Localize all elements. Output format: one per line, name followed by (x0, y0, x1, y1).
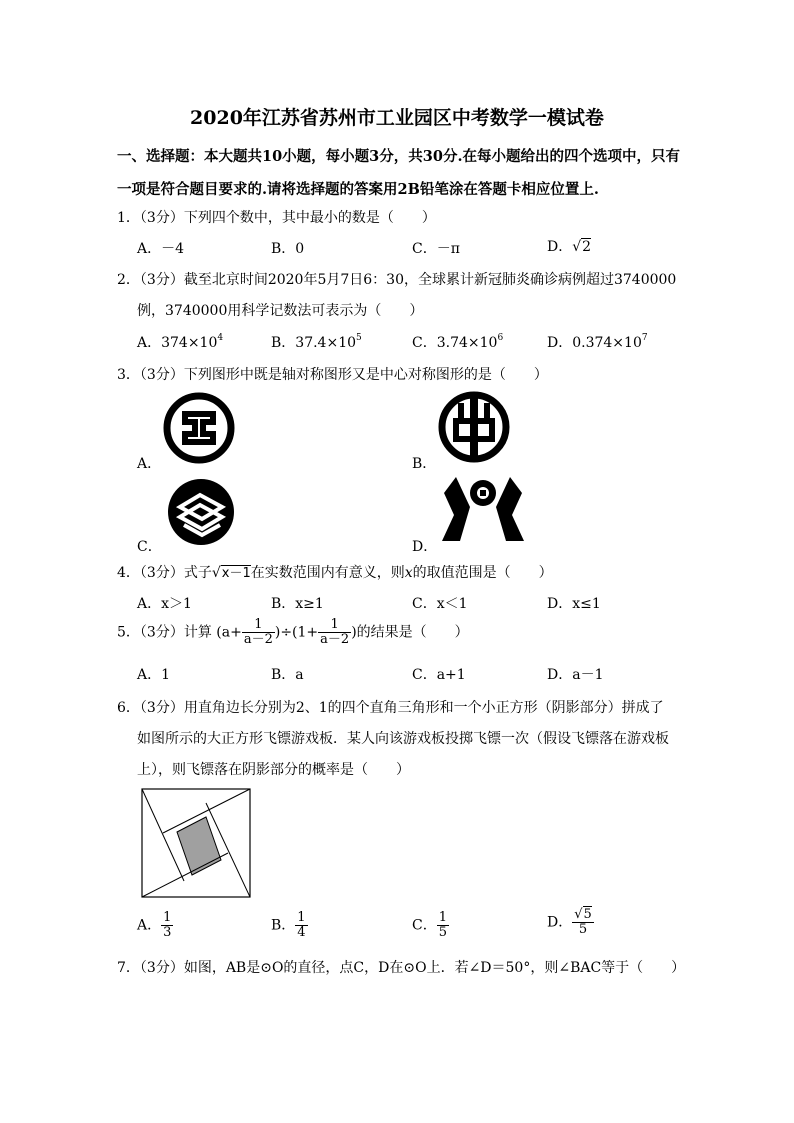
q3-option-a: A． (137, 456, 162, 472)
q5-stem: 5．（3分）计算 (a+ $\frac{1}{a-2}$ )÷(1+ $\frac{1}{a-2}$ )的结果是（ ） (117, 617, 469, 647)
q6-option-d: D． $\frac{√5}{5}$ (547, 907, 592, 937)
q7-stem: 7．（3分）如图，AB是⊙O的直径，点C，D在⊙O上．若∠D＝50°，则∠BAC等于（ ） (117, 960, 686, 976)
q3-option-c: C． (137, 539, 162, 555)
q1-stem: 1．（3分）下列四个数中，其中最小的数是（ ） (117, 210, 436, 226)
icbc-logo-icon (163, 392, 235, 464)
q2-option-a: A．$374\times 10^4$ (137, 333, 224, 351)
q2-option-c: C．$3.74\times 10^6$ (412, 333, 504, 351)
q5-option-b: B．a (271, 667, 304, 683)
q1-option-c: C．－π (412, 241, 460, 257)
q4-stem: 4．（3分）式子√x－1在实数范围内有意义，则x的取值范围是（ ） (117, 565, 553, 581)
q4-option-b: B．x≥1 (271, 596, 324, 612)
section-heading-line1: 一、选择题：本大题共10小题，每小题3分，共30分.在每小题给出的四个选项中，只有 (117, 148, 680, 165)
q6-option-b: B． $\frac{1}{4}$ (271, 910, 306, 940)
hands-coin-logo-icon (440, 471, 526, 543)
q4-option-c: C．x＜1 (412, 596, 468, 612)
page-title: 2020年江苏省苏州市工业园区中考数学一模试卷 (190, 107, 604, 129)
q6-option-c: C． $\frac{1}{5}$ (412, 910, 447, 940)
q1-option-b: B．0 (271, 241, 305, 257)
q2-stem-line1: 2．（3分）截至北京时间2020年5月7日6：30，全球累计新冠肺炎确诊病例超过3740000 (117, 272, 677, 288)
q1-option-d: D．√2 (547, 239, 592, 255)
china-mobile-logo-icon (166, 477, 236, 547)
q6-option-a: A． $\frac{1}{3}$ (137, 910, 172, 940)
q4-option-a: A．x＞1 (137, 596, 192, 612)
q3-stem: 3．（3分）下列图形中既是轴对称图形又是中心对称图形的是（ ） (117, 367, 548, 383)
q1-option-a: A．－4 (137, 241, 185, 257)
q6-stem-line1: 6．（3分）用直角边长分别为2、1的四个直角三角形和一个小正方形（阴影部分）拼成了 (117, 700, 664, 716)
q2-option-d: D．$0.374\times 10^7$ (547, 333, 648, 351)
q6-stem-line3: 上），则飞镖落在阴影部分的概率是（ ） (137, 762, 410, 778)
q3-option-b: B． (412, 456, 437, 472)
dartboard-figure (141, 788, 252, 898)
q2-option-b: B．$37.4\times 10^5$ (271, 333, 362, 351)
q5-option-c: C．a+1 (412, 667, 466, 683)
q2-stem-line2: 例，3740000用科学记数法可表示为（ ） (137, 303, 424, 319)
abc-logo-icon (438, 391, 510, 463)
q5-option-d: D．a－1 (547, 667, 604, 683)
q5-option-a: A．1 (137, 667, 171, 683)
q6-stem-line2: 如图所示的大正方形飞镖游戏板．某人向该游戏板投掷飞镖一次（假设飞镖落在游戏板 (137, 731, 669, 747)
q3-option-d: D． (412, 539, 438, 555)
q4-option-d: D．x≤1 (547, 596, 601, 612)
section-heading-line2: 一项是符合题目要求的.请将选择题的答案用2B铅笔涂在答题卡相应位置上. (117, 181, 599, 198)
